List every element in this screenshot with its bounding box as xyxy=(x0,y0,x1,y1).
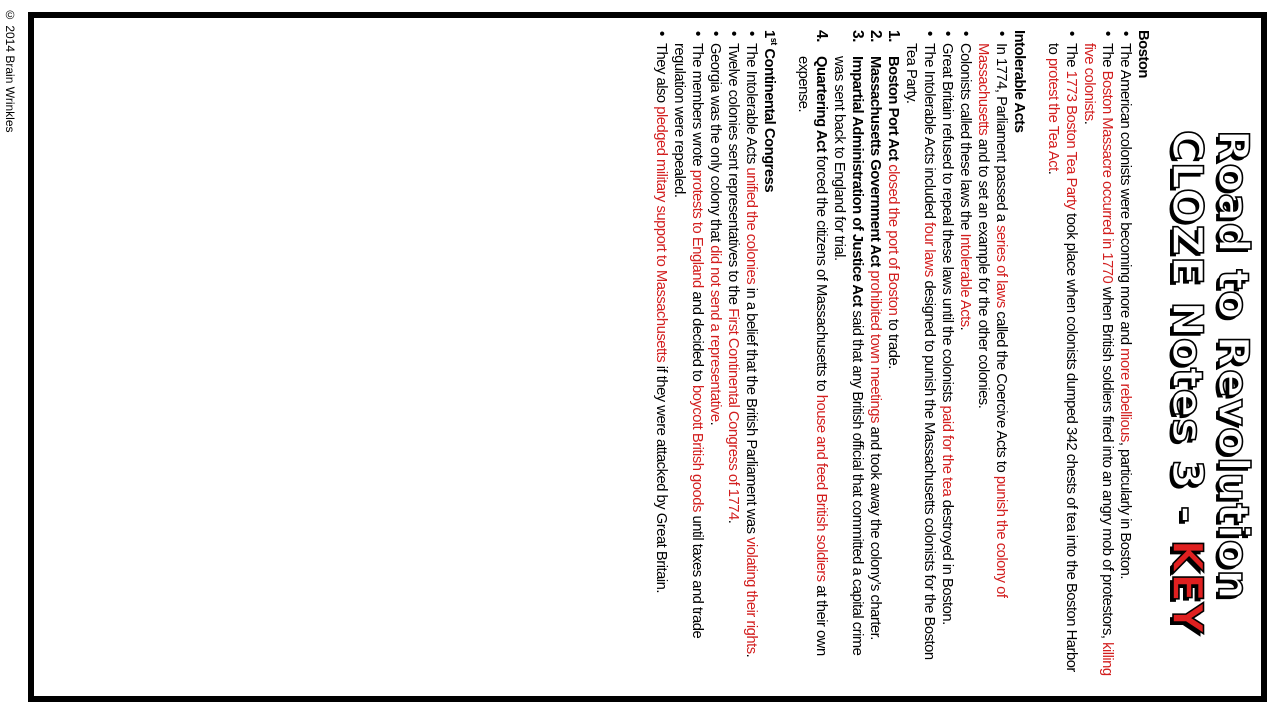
note-text: . xyxy=(957,326,973,331)
list-item xyxy=(974,30,1010,680)
answer-text: protest the Tea Act xyxy=(1045,57,1061,171)
list-number: 3. xyxy=(849,30,866,42)
list-item xyxy=(794,30,830,680)
answer-text: prohibited town meetings xyxy=(867,270,883,423)
answer-text: killing five colonists xyxy=(1081,43,1115,676)
list-item xyxy=(1116,30,1134,680)
note-text: Colonists called these laws the xyxy=(957,43,973,234)
answer-text: boycott British goods xyxy=(689,385,705,512)
note-text: and to set an example for the other colonies. xyxy=(975,135,991,409)
heading-number: 1 xyxy=(761,30,777,38)
title-cloze-label: CLOZE Notes 3 - xyxy=(1163,130,1212,540)
answer-text: violating their rights xyxy=(743,537,759,654)
note-text: . xyxy=(707,421,723,426)
note-text: called the Coercive Acts to xyxy=(993,307,1009,476)
answer-text: Boston Massacre occurred in 1770 xyxy=(1099,70,1115,284)
list-item xyxy=(724,30,742,680)
answer-text: closed the port of Boston xyxy=(885,164,901,316)
list-item xyxy=(1044,30,1080,680)
list-item xyxy=(830,30,866,680)
note-text: The Intolerable Acts xyxy=(743,43,759,168)
note-text: . xyxy=(1081,120,1097,125)
note-text: designed to punish the Massachusetts colonists for the Boston Tea Party. xyxy=(903,43,937,660)
note-text: . xyxy=(725,519,741,524)
answer-text: unified the colonies xyxy=(743,167,759,285)
note-text: The xyxy=(1099,43,1115,71)
heading-text: Continental Congress xyxy=(761,44,777,193)
list-number: 1. xyxy=(885,30,902,42)
answer-text: Intolerable Acts xyxy=(957,233,973,327)
act-name: Massachusetts Government Act xyxy=(867,56,883,267)
section-heading: Intolerable Acts xyxy=(1011,30,1027,133)
section-heading xyxy=(760,30,778,680)
notes-body xyxy=(636,30,1152,680)
answer-text: more rebellious xyxy=(1117,348,1133,442)
bullet-list xyxy=(902,30,1010,680)
rotated-page xyxy=(32,18,1262,698)
slide-frame xyxy=(28,12,1267,702)
answer-text: 1773 Boston Tea Party xyxy=(1063,70,1079,210)
list-item xyxy=(902,30,938,680)
answer-text: series of laws xyxy=(993,225,1009,308)
bullet-list xyxy=(1044,30,1134,680)
answer-text: house and feed British soldiers xyxy=(813,394,829,582)
section-intolerable-acts xyxy=(794,30,1028,680)
note-text: forced the citizens of Massachusetts to xyxy=(813,152,829,395)
bullet-list xyxy=(652,30,760,680)
numbered-list xyxy=(794,30,902,680)
list-item xyxy=(938,30,956,680)
title-line-2 xyxy=(1164,130,1210,650)
note-text: Great Britain refused to repeal these laws until the colonists xyxy=(939,43,955,406)
answer-text: pledged military support to Massachusetts xyxy=(653,106,669,363)
note-text: in a belief that the British Parliament was xyxy=(743,284,759,538)
list-item xyxy=(866,30,884,680)
list-item xyxy=(1080,30,1116,680)
answer-text: punish the colony of Massachusetts xyxy=(975,43,1009,598)
section-heading: Boston xyxy=(1135,30,1151,78)
title-key-label: KEY xyxy=(1163,539,1212,635)
answer-text: paid for the tea xyxy=(939,405,955,497)
act-name: Quartering Act xyxy=(813,56,829,153)
note-text: The xyxy=(1063,43,1079,71)
list-item xyxy=(670,30,706,680)
note-text: and took away the colony’s charter. xyxy=(867,422,883,640)
section-continental-congress xyxy=(652,30,778,680)
title-line-1: Road to Revolution xyxy=(1209,130,1258,601)
list-item xyxy=(706,30,724,680)
note-text: if they were attacked by Great Britain. xyxy=(653,362,669,593)
list-item xyxy=(956,30,974,680)
note-text: In 1774, Parliament passed a xyxy=(993,43,1009,226)
note-text: to trade. xyxy=(885,315,901,369)
note-text: The Intolerable Acts included xyxy=(921,43,937,223)
list-item xyxy=(652,30,670,680)
answer-text: did not send a representative xyxy=(707,245,723,422)
act-name: Boston Port Act xyxy=(885,56,901,161)
note-text: took place when colonists dumped 342 chests of tea into the Boston Harbor to xyxy=(1045,43,1079,672)
note-text: until taxes and trade regulation were repealed. xyxy=(671,43,705,639)
section-boston xyxy=(1044,30,1152,680)
answer-text: protests to England xyxy=(689,169,705,288)
note-text: . xyxy=(743,653,759,658)
list-item xyxy=(884,30,902,680)
note-text: . xyxy=(1045,170,1061,175)
note-text: The American colonists were becoming more and xyxy=(1117,43,1133,349)
answer-text: First Continental Congress of 1774 xyxy=(725,308,741,520)
note-text: destroyed in Boston. xyxy=(939,496,955,625)
note-text: when British soldiers fired into an angry mob of protestors, xyxy=(1099,283,1115,643)
copyright-notice: © 2014 Brain Wrinkles xyxy=(3,8,17,133)
note-text: and decided to xyxy=(689,287,705,386)
page-title xyxy=(1164,130,1256,650)
note-text: They also xyxy=(653,43,669,107)
list-number: 2. xyxy=(867,30,884,42)
note-text: said that any British official that committed a capital crime was sent back to England for trial. xyxy=(831,56,865,656)
act-name: Impartial Administration of Justice Act xyxy=(849,56,865,307)
list-number: 4. xyxy=(813,30,830,42)
list-item xyxy=(742,30,760,680)
note-text: , particularly in Boston. xyxy=(1117,441,1133,580)
answer-text: four laws xyxy=(921,222,937,277)
note-text: Georgia was the only colony that xyxy=(707,43,723,246)
note-text: The members wrote xyxy=(689,43,705,170)
heading-ordinal: st xyxy=(768,37,779,45)
note-text: Twelve colonies sent representatives to the xyxy=(725,43,741,309)
note-text: at their own expense. xyxy=(795,56,829,656)
